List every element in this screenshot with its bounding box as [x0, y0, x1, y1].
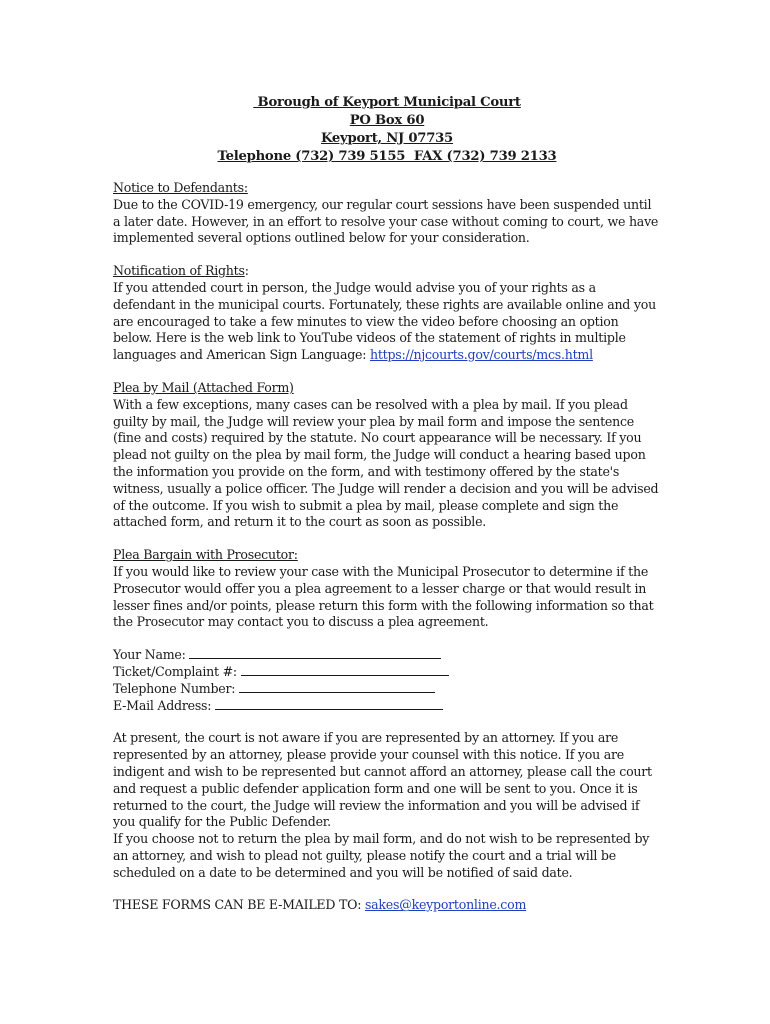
rights-section	[113, 263, 661, 364]
name-field-row	[113, 647, 661, 664]
rights-heading-line	[113, 263, 661, 280]
plea-by-mail-section	[113, 380, 661, 531]
court-po-box: PO Box 60	[349, 113, 425, 128]
court-phone-fax: Telephone (732) 739 5155 FAX (732) 739 2133	[217, 149, 557, 164]
ticket-field-row	[113, 664, 661, 681]
rights-video-link[interactable]: https://njcourts.gov/courts/mcs.html	[369, 347, 593, 363]
attorney-body-1: At present, the court is not aware if you are represented by an attorney. If you are represented by an attorney, please provide your counsel with this notice. If you are indigent and wish to be represented but cannot afford an attorney, please call the court and request a public defender application form and one will be sent to you. Once it is returned to the court, the Judge will review the information and you will be advised if you qualify for the Public Defender.	[113, 730, 652, 830]
court-letterhead	[113, 94, 661, 166]
document-page	[113, 94, 661, 914]
rights-body	[113, 280, 661, 364]
notice-heading: Notice to Defendants:	[113, 180, 248, 195]
email-label: E-Mail Address:	[113, 697, 216, 713]
rights-heading: Notification of Rights	[113, 263, 245, 279]
phone-label: Telephone Number:	[113, 680, 240, 696]
email-field[interactable]	[215, 698, 443, 710]
notice-body: Due to the COVID-19 emergency, our regular court sessions have been suspended until a later date. However, in an effort to resolve your case without coming to court, we have implemented several options outlined below for your consideration.	[113, 196, 659, 246]
phone-field-row	[113, 681, 661, 698]
footer-label: THESE FORMS CAN BE E-MAILED TO:	[113, 897, 365, 913]
phone-field[interactable]	[239, 681, 435, 693]
name-label: Your Name:	[113, 647, 190, 663]
name-field[interactable]	[189, 647, 441, 659]
contact-form	[113, 647, 661, 714]
court-city-state: Keyport, NJ 07735	[321, 131, 453, 146]
plea-by-mail-body: With a few exceptions, many cases can be resolved with a plea by mail. If you plead guilty by mail, the Judge will review your plea by mail form and impose the sentence (fine and costs) required by the statute. No court appearance will be necessary. If you plead not guilty on the plea by mail form, the Judge will conduct a hearing based upon the information you provide on the form, and with testimony offered by the state's witness, usually a police officer. The Judge will render a decision and you will be advised of the outcome. If you wish to submit a plea by mail, please complete and sign the attached form, and return it to the court as soon as possible.	[113, 396, 659, 530]
court-email-link[interactable]: sakes@keyportonline.com	[364, 897, 527, 913]
plea-bargain-section	[113, 547, 661, 631]
rights-body-text: If you attended court in person, the Judge would advise you of your rights as a defendant in the municipal courts. Fortunately, these rights are available online and you are encouraged to take a few minutes to view the video before choosing an option below. Here is the web link to YouTube videos of the statement of rights in multiple languages and American Sign Language:	[113, 279, 656, 363]
plea-by-mail-heading: Plea by Mail (Attached Form)	[113, 379, 294, 395]
court-name: Borough of Keyport Municipal Court	[253, 95, 521, 110]
rights-heading-colon: :	[244, 263, 249, 279]
ticket-label: Ticket/Complaint #:	[113, 663, 241, 679]
attorney-body-2: If you choose not to return the plea by mail form, and do not wish to be represented by an attorney, and wish to plead not guilty, please notify the court and a trial will be scheduled on a date to be determined and you will be notified of said date.	[113, 831, 650, 880]
email-forms-footer	[113, 897, 661, 914]
plea-bargain-body: If you would like to review your case with the Municipal Prosecutor to determine if the Prosecutor would offer you a plea agreement to a lesser charge or that would result in lesser fines and/or points, please return this form with the following information so that the Prosecutor may contact you to discuss a plea agreement.	[113, 563, 654, 630]
attorney-section	[113, 730, 661, 881]
ticket-field[interactable]	[241, 664, 449, 676]
notice-section	[113, 180, 661, 247]
email-field-row	[113, 698, 661, 715]
plea-bargain-heading: Plea Bargain with Prosecutor:	[113, 547, 298, 563]
